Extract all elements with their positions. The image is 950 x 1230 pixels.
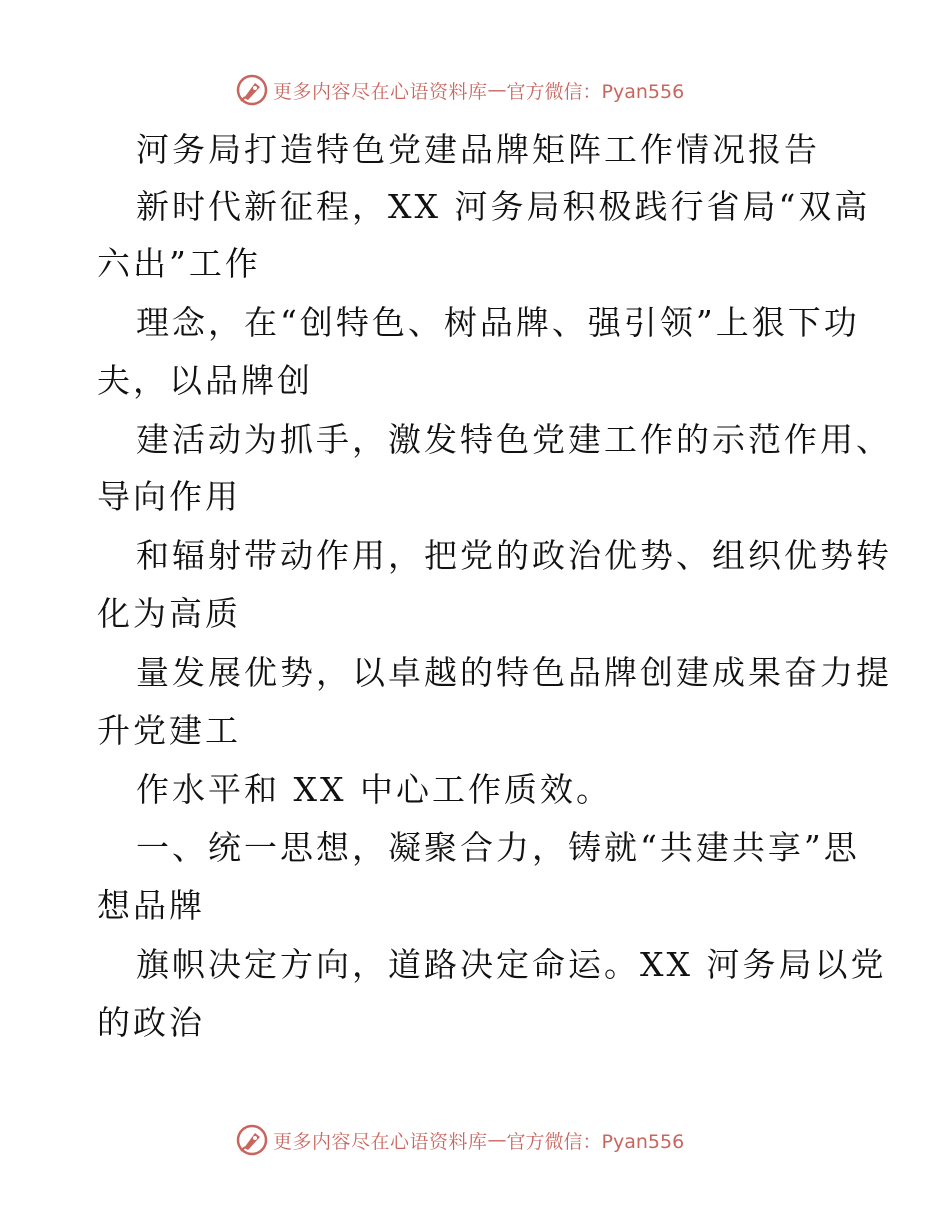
document-title: 河务局打造特色党建品牌矩阵工作情况报告 [136, 130, 820, 169]
watermark-contact: 官方微信：Pyan556 [506, 80, 685, 103]
paragraph-line: 夫，以品牌创 [97, 361, 313, 400]
paragraph-line: 旗帜决定方向，道路决定命运。XX 河务局以党 [136, 945, 887, 984]
paragraph-line: 量发展优势，以卓越的特色品牌创建成果奋力提 [136, 653, 892, 692]
watermark-text: 更多内容尽在心语资料库 [273, 1130, 488, 1153]
header-watermark [235, 72, 684, 108]
watermark-contact: 官方微信：Pyan556 [506, 1130, 685, 1153]
paragraph-line: 理念，在“创特色、树品牌、强引领”上狠下功 [136, 303, 860, 342]
paragraph-line: 和辐射带动作用，把党的政治优势、组织优势转 [136, 536, 892, 575]
watermark-separator: — [487, 1129, 507, 1151]
footer-watermark [235, 1122, 684, 1158]
paragraph-line: 升党建工 [97, 711, 241, 750]
paragraph-line: 作水平和 XX 中心工作质效。 [136, 770, 612, 809]
paragraph-line: 建活动为抓手，激发特色党建工作的示范作用、 [136, 420, 892, 459]
watermark-separator: — [487, 79, 507, 101]
pen-nib-icon [235, 73, 269, 107]
paragraph-line: 六出”工作 [97, 244, 261, 283]
paragraph-line: 导向作用 [97, 477, 241, 516]
paragraph-line: 新时代新征程，XX 河务局积极践行省局“双高 [136, 187, 871, 226]
paragraph-line: 的政治 [97, 1003, 205, 1042]
section-heading-continued: 想品牌 [97, 886, 205, 925]
watermark-text: 更多内容尽在心语资料库 [273, 80, 488, 103]
section-heading: 一、统一思想，凝聚合力，铸就“共建共享”思 [136, 828, 860, 867]
pen-nib-icon [235, 1123, 269, 1157]
paragraph-line: 化为高质 [97, 594, 241, 633]
